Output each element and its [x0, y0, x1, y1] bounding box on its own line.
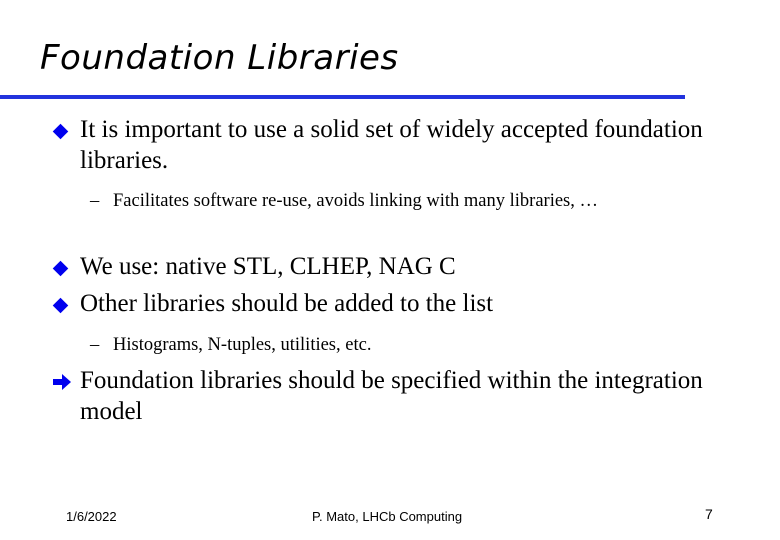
right-arrow-icon	[52, 372, 72, 392]
footer-page-number: 7	[705, 506, 713, 522]
dash-marker: –	[90, 191, 100, 211]
footer-author: P. Mato, LHCb Computing	[312, 509, 463, 524]
bullet-2-text: We use: native STL, CLHEP, NAG C	[80, 253, 456, 280]
title-underline	[0, 95, 685, 99]
bullet-3-subitem	[90, 332, 733, 358]
footer-date: 1/6/2022	[66, 509, 117, 524]
bullet-1-text: It is important to use a solid set of widely accepted foundation libraries.	[80, 116, 703, 174]
bullet-1-subitem-text: Facilitates software re-use, avoids linking with many libraries, …	[113, 191, 598, 211]
bullet-3-subitem-text: Histograms, N-tuples, utilities, etc.	[113, 335, 372, 355]
diamond-bullet-icon	[53, 261, 69, 277]
slide-title: Foundation Libraries	[40, 38, 399, 78]
diamond-bullet-icon	[53, 298, 69, 314]
diamond-bullet-icon	[53, 124, 69, 140]
bullet-1-subitem	[90, 188, 733, 214]
dash-marker: –	[90, 335, 100, 355]
conclusion-text: Foundation libraries should be specified within the integration model	[80, 367, 703, 425]
bullet-3-text: Other libraries should be added to the list	[80, 290, 494, 317]
